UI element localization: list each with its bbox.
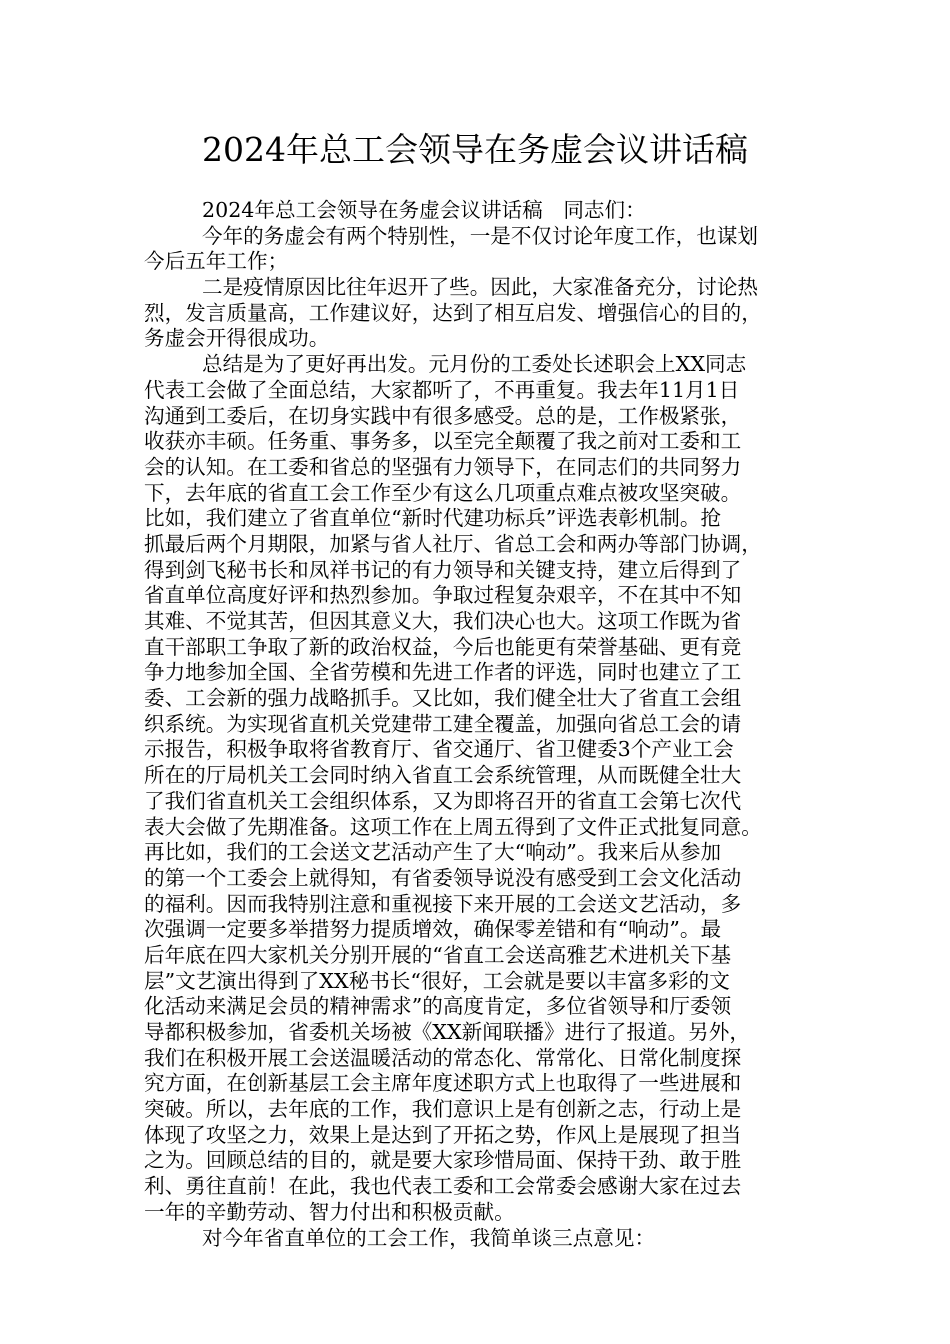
body-line: 烈，发言质量高，工作建议好，达到了相互启发、增强信心的目的， (144, 300, 762, 325)
body-line: 收获亦丰硕。任务重、事务多，以至完全颠覆了我之前对工委和工 (144, 429, 742, 454)
body-line: 直干部职工争取了新的政治权益，今后也能更有荣誉基础、更有竞 (144, 634, 742, 659)
body-line: 我们在积极开展工会送温暖活动的常态化、常常化、日常化制度探 (144, 1045, 742, 1070)
body-line: 二是疫情原因比往年迟开了些。因此，大家准备充分，讨论热 (202, 275, 759, 300)
body-line: 再比如，我们的工会送文艺活动产生了大“响动”。我来后从参加 (144, 840, 722, 865)
body-line: 今年的务虚会有两个特别性，一是不仅讨论年度工作，也谋划 (202, 223, 759, 248)
body-line: 代表工会做了全面总结，大家都听了，不再重复。我去年11月1日 (144, 377, 740, 402)
body-line: 利、勇往直前！在此，我也代表工委和工会常委会感谢大家在过去 (144, 1174, 742, 1199)
body-line: 化活动来满足会员的精神需求”的高度肯定，多位省领导和厅委领 (144, 994, 732, 1019)
body-line: 委、工会新的强力战略抓手。又比如，我们健全壮大了省直工会组 (144, 686, 742, 711)
body-line: 下，去年底的省直工会工作至少有这么几项重点难点被攻坚突破。 (144, 480, 742, 505)
body-line: 一年的辛勤劳动、智力付出和积极贡献。 (144, 1199, 515, 1224)
body-line: 层”文艺演出得到了XX秘书长“很好，工会就是要以丰富多彩的文 (144, 968, 730, 993)
body-line: 突破。所以，去年底的工作，我们意识上是有创新之志，行动上是 (144, 1097, 742, 1122)
body-line: 之为。回顾总结的目的，就是要大家珍惜局面、保持干劲、敢于胜 (144, 1148, 742, 1173)
body-line: 争力地参加全国、全省劳模和先进工作者的评选，同时也建立了工 (144, 660, 742, 685)
body-line: 抓最后两个月期限，加紧与省人社厅、省总工会和两办等部门协调， (144, 531, 762, 556)
body-line: 的第一个工委会上就得知，有省委领导说没有感受到工会文化活动 (144, 865, 742, 890)
body-line: 体现了攻坚之力，效果上是达到了开拓之势，作风上是展现了担当 (144, 1122, 742, 1147)
body-line: 会的认知。在工委和省总的坚强有力领导下，在同志们的共同努力 (144, 454, 742, 479)
body-line: 其难、不觉其苦，但因其意义大，我们决心也大。这项工作既为省 (144, 609, 742, 633)
body-line: 省直单位高度好评和热烈参加。争取过程复杂艰辛，不在其中不知 (144, 583, 742, 608)
body-line: 今后五年工作； (144, 249, 289, 274)
body-line: 所在的厅局机关工会同时纳入省直工会系统管理，从而既健全壮大 (144, 763, 742, 788)
body-line: 的福利。因而我特别注意和重视接下来开展的工会送文艺活动，多 (144, 891, 742, 916)
body-line: 务虚会开得很成功。 (144, 326, 330, 351)
body-line: 究方面，在创新基层工会主席年度述职方式上也取得了一些进展和 (144, 1071, 742, 1096)
body-line: 总结是为了更好再出发。元月份的工委处长述职会上XX同志 (202, 352, 747, 377)
body-line: 织系统。为实现省直机关党建带工建全覆盖，加强向省总工会的请 (144, 711, 742, 736)
document-title: 2024年总工会领导在务虚会议讲话稿 (202, 130, 748, 169)
body-line: 示报告，积极争取将省教育厅、省交通厅、省卫健委3个产业工会 (144, 737, 734, 762)
document-body (144, 198, 824, 1251)
body-line: 表大会做了先期准备。这项工作在上周五得到了文件正式批复同意。 (144, 814, 762, 839)
body-line: 比如，我们建立了省直单位“新时代建功标兵”评选表彰机制。抢 (144, 506, 722, 531)
body-line: 了我们省直机关工会组织体系，又为即将召开的省直工会第七次代 (144, 788, 742, 813)
body-line: 次强调一定要多举措努力提质增效，确保零差错和有“响动”。最 (144, 917, 722, 942)
body-line: 后年底在四大家机关分别开展的“省直工会送高雅艺术进机关下基 (144, 942, 732, 967)
body-line: 沟通到工委后，在切身实践中有很多感受。总的是，工作极紧张， (144, 403, 742, 428)
body-line: 对今年省直单位的工会工作，我简单谈三点意见： (202, 1225, 656, 1250)
body-line: 得到剑飞秘书长和凤祥书记的有力领导和关键支持，建立后得到了 (144, 557, 742, 582)
body-line: 2024年总工会领导在务虚会议讲话稿 同志们： (202, 198, 646, 222)
body-line: 导都积极参加，省委机关场被《XX新闻联播》进行了报道。另外， (144, 1020, 750, 1044)
